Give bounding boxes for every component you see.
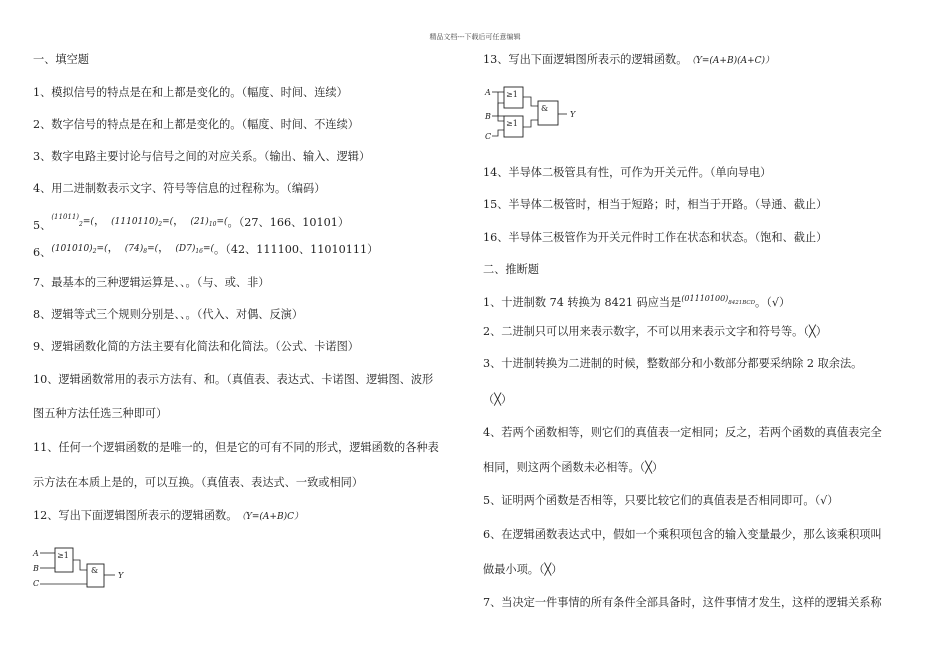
math-term: (74)	[124, 244, 144, 254]
wire	[498, 103, 504, 116]
math-subscript: 10	[208, 221, 217, 228]
question-10-line-1: 10、逻辑函数常用的表示方法有、和。（真值表、表达式、卡诺图、逻辑图、波形	[33, 373, 434, 386]
wire	[523, 97, 538, 106]
judgment-7: 7、当决定一件事情的所有条件全部具备时，这件事情才发生，这样的逻辑关系称	[483, 596, 882, 609]
section-judgment-title: 二、推断题	[483, 263, 539, 276]
input-label-b: B	[485, 112, 491, 121]
math-subscript: 2	[92, 248, 97, 255]
and-gate-symbol: &	[541, 104, 549, 113]
question-13-text: 13、写出下面逻辑图所表示的逻辑函数。	[483, 53, 688, 66]
math-subscript: 2	[158, 221, 163, 228]
math-term: (21)	[190, 217, 209, 227]
math-subscript: 2	[79, 221, 83, 228]
judgment-5: 5、证明两个函数是否相等，只要比较它们的真值表是否相同即可。（√）	[483, 494, 839, 507]
judgment-1-answer: 。（√）	[755, 296, 791, 309]
wire	[523, 120, 538, 127]
question-15: 15、半导体二极管时，相当于短路；时，相当于开路。（导通、截止）	[483, 198, 828, 211]
input-label-c: C	[33, 579, 40, 588]
math-subscript: 8421BCD	[728, 300, 756, 306]
judgment-6-line-2: 做最小项。（╳）	[483, 563, 563, 576]
or-gate-symbol: ≥1	[57, 551, 69, 560]
question-12-answer: （Y=(A+B)C）	[241, 512, 303, 522]
question-number: 5、	[33, 219, 52, 232]
math-term: (101010)	[51, 244, 93, 254]
math-subscript: 16	[195, 248, 203, 255]
section-fill-blank-title: 一、填空题	[33, 53, 89, 66]
logic-diagram-q12	[28, 540, 138, 592]
or-gate-symbol: ≥1	[506, 90, 518, 99]
math-equals: =(	[82, 217, 94, 227]
wire	[492, 130, 504, 136]
math-equals: =(	[216, 217, 228, 227]
question-6-answer: 。（42、111100、11010111）	[214, 243, 379, 256]
input-label-a: A	[33, 549, 39, 558]
math-equals: =(	[96, 244, 108, 254]
math-equals: =(	[202, 244, 215, 254]
input-label-b: B	[33, 564, 39, 573]
math-term: (D7)	[175, 244, 196, 254]
logic-diagram-q13	[480, 83, 580, 145]
question-12-text: 12、写出下面逻辑图所表示的逻辑函数。	[33, 509, 238, 522]
and-gate-symbol: &	[91, 566, 99, 575]
question-16: 16、半导体三极管作为开关元件时工作在状态和状态。（饱和、截止）	[483, 231, 828, 244]
judgment-3-line-1: 3、十进制转换为二进制的时候，整数部分和小数部分都要采纳除 2 取余法。	[483, 357, 863, 370]
math-term: (11011)	[51, 213, 80, 221]
judgment-4-line-1: 4、若两个函数相等，则它们的真值表一定相同；反之，若两个函数的真值表完全	[483, 426, 882, 439]
judgment-4-line-2: 相同，则这两个函数未必相等。（╳）	[483, 461, 664, 474]
output-label-y: Y	[118, 571, 124, 580]
wire	[498, 92, 504, 121]
question-14: 14、半导体二极管具有性，可作为开关元件。（单向导电）	[483, 166, 772, 179]
wire	[73, 560, 87, 570]
question-11-line-1: 11、任何一个逻辑函数的是唯一的，但是它的可有不同的形式，逻辑函数的各种表	[33, 441, 439, 454]
question-number: 6、	[33, 246, 52, 259]
question-12	[33, 509, 303, 524]
math-equals: =(	[162, 217, 174, 227]
judgment-1	[483, 291, 790, 310]
input-label-a: A	[485, 88, 491, 97]
judgment-2: 2、二进制只可以用来表示数字，不可以用来表示文字和符号等。（╳）	[483, 325, 827, 338]
judgment-1-text: 1、十进制数 74 转换为 8421 码应当是	[483, 296, 682, 309]
question-6: 6、$(101010)_2=$(， $(74)_8=$(， $(D7)_{16}=$(。（42、111100、11010111）	[33, 241, 379, 259]
question-9: 9、逻辑函数化简的方法主要有化简法和化简法。（公式、卡诺图）	[33, 340, 359, 353]
math-equals: =(	[147, 244, 159, 254]
math-term: (1110110)	[111, 217, 159, 227]
question-3: 3、数字电路主要讨论与信号之间的对应关系。（输出、输入、逻辑）	[33, 150, 371, 163]
math-term: (01110100)	[681, 294, 729, 303]
input-label-c: C	[485, 132, 492, 141]
output-label-y: Y	[570, 110, 576, 119]
question-13-answer: （Y=(A+B)(A+C)）	[691, 56, 775, 66]
math-subscript: 8	[143, 248, 148, 255]
question-2: 2、数字信号的特点是在和上都是变化的。（幅度、时间、不连续）	[33, 118, 359, 131]
page-header: 精品文档---下载后可任意编辑	[429, 33, 521, 41]
question-11-line-2: 示方法在本质上是的，可以互换。（真值表、表达式、一致或相同）	[33, 476, 364, 489]
question-7: 7、最基本的三种逻辑运算是、、。（与、或、非）	[33, 276, 270, 289]
question-1: 1、模拟信号的特点是在和上都是变化的。（幅度、时间、连续）	[33, 86, 348, 99]
judgment-6-line-1: 6、在逻辑函数表达式中，假如一个乘积项包含的输入变量最少，那么该乘积项叫	[483, 528, 882, 541]
question-13	[483, 53, 774, 68]
question-10-line-2: 图五种方法任选三种即可）	[33, 407, 168, 420]
question-4: 4、用二进制数表示文字、符号等信息的过程称为。（编码）	[33, 182, 326, 195]
question-5-answer: 。（27、166、10101）	[227, 216, 350, 229]
judgment-3-line-2: （╳）	[483, 393, 513, 406]
question-8: 8、逻辑等式三个规则分别是、、。（代入、对偶、反演）	[33, 308, 304, 321]
or-gate-symbol: ≥1	[506, 119, 518, 128]
question-5: 5、$^{(11011)}_2$=(， $(1110110)_2=$(， $(21)_{10}=$(。（27、166、10101）	[33, 213, 350, 232]
